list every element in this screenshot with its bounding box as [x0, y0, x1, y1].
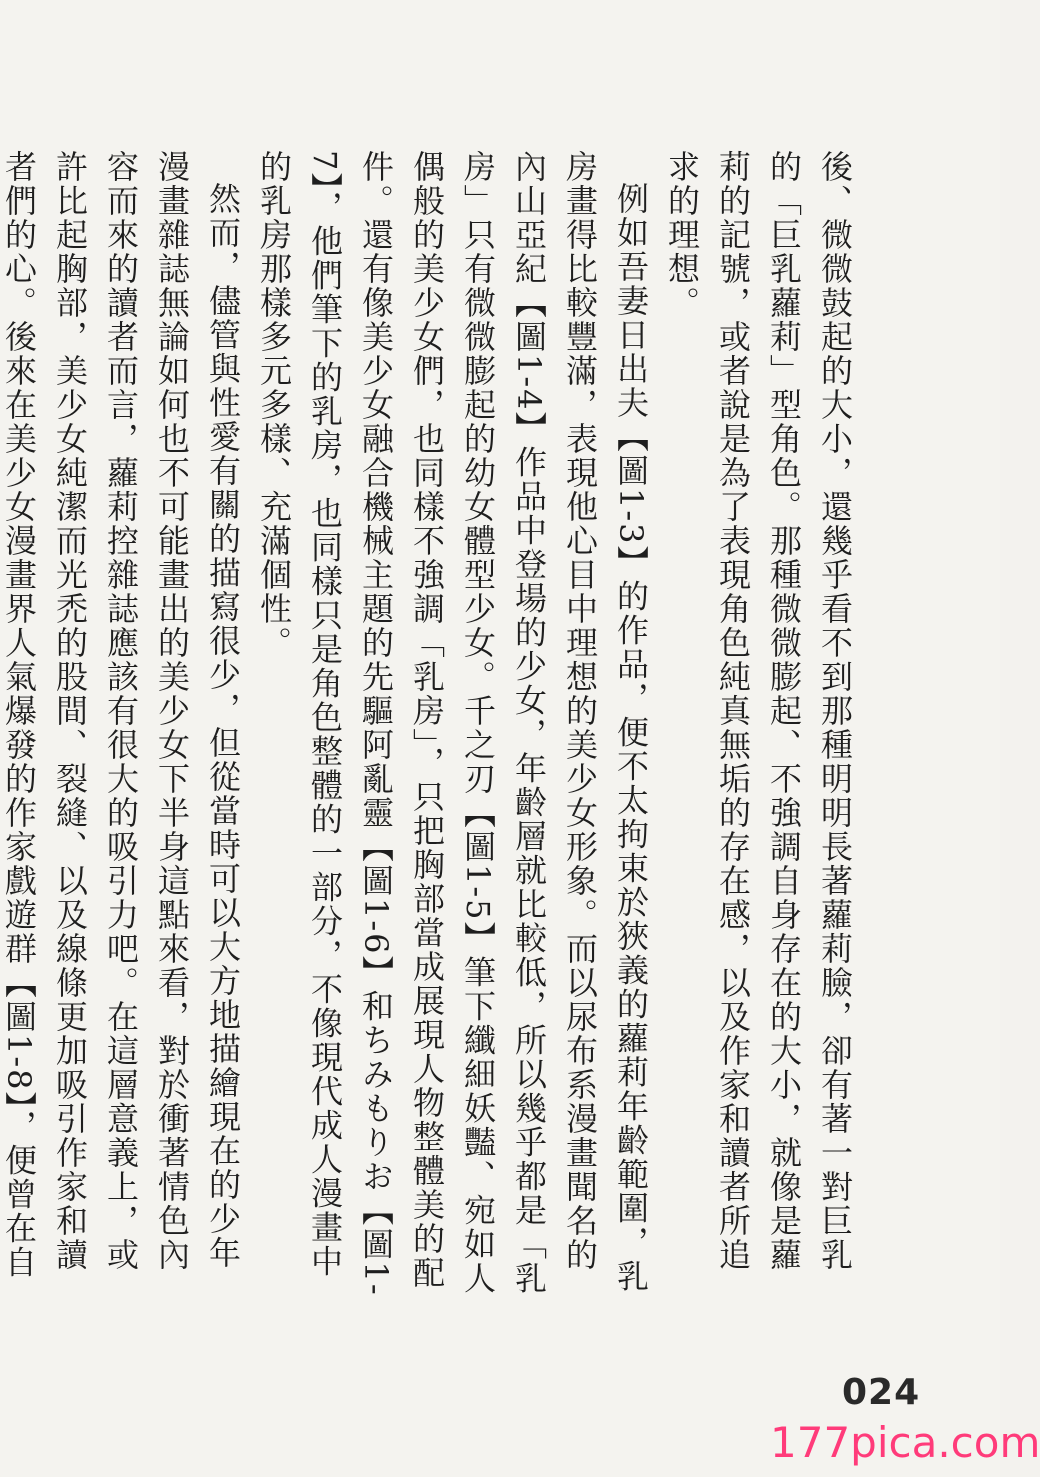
paragraph-3: 然而，儘管與性愛有關的描寫很少，但從當時可以大方地描繪現在的少年漫畫雜誌無論如何也不可能畫出的美少女下半身這點來看，對於衝著情色內容而來的讀者而言，蘿莉控雜誌應該有很大的吸引力吧。在這層意義上，或許比起胸部，美少女純潔而光禿的股間、裂縫、以及線條更加吸引作家和讀者們的心。後來在美少女漫畫界人氣爆發的作家戲遊群【圖1-8】，便曾在自	[0, 150, 242, 1280]
vertical-text-body	[0, 150, 860, 1300]
page-number: 024	[842, 1372, 921, 1413]
site-watermark: 177pica.com	[770, 1418, 1040, 1467]
paragraph-2: 例如吾妻日出夫【圖1-3】的作品，便不太拘束於狹義的蘿莉年齡範圍，乳房畫得比較豐滿，表現他心目中理想的美少女形象。而以尿布系漫畫聞名的內山亞紀【圖1-4】作品中登場的少女，年齡層就比較低，所以幾乎都是「乳房」只有微微膨起的幼女體型少女。千之刃【圖1-5】筆下纖細妖豔、宛如人偶般的美少女們，也同樣不強調「乳房」，只把胸部當成展現人物整體美的配件。還有像美少女融合機械主題的先驅阿亂靈【圖1-6】和ちみもりお【圖1-7】，他們筆下的乳房，也同樣只是角色整體的一部分，不像現代成人漫畫中的乳房那樣多元多樣、充滿個性。	[255, 150, 650, 1297]
paragraph-1: 後、微微鼓起的大小，還幾乎看不到那種明明長著蘿莉臉，卻有著一對巨乳的「巨乳蘿莉」型角色。那種微微膨起、不強調自身存在的大小，就像是蘿莉的記號，或者說是為了表現角色純真無垢的存在感，以及作家和讀者所追求的理想。	[663, 150, 854, 1272]
